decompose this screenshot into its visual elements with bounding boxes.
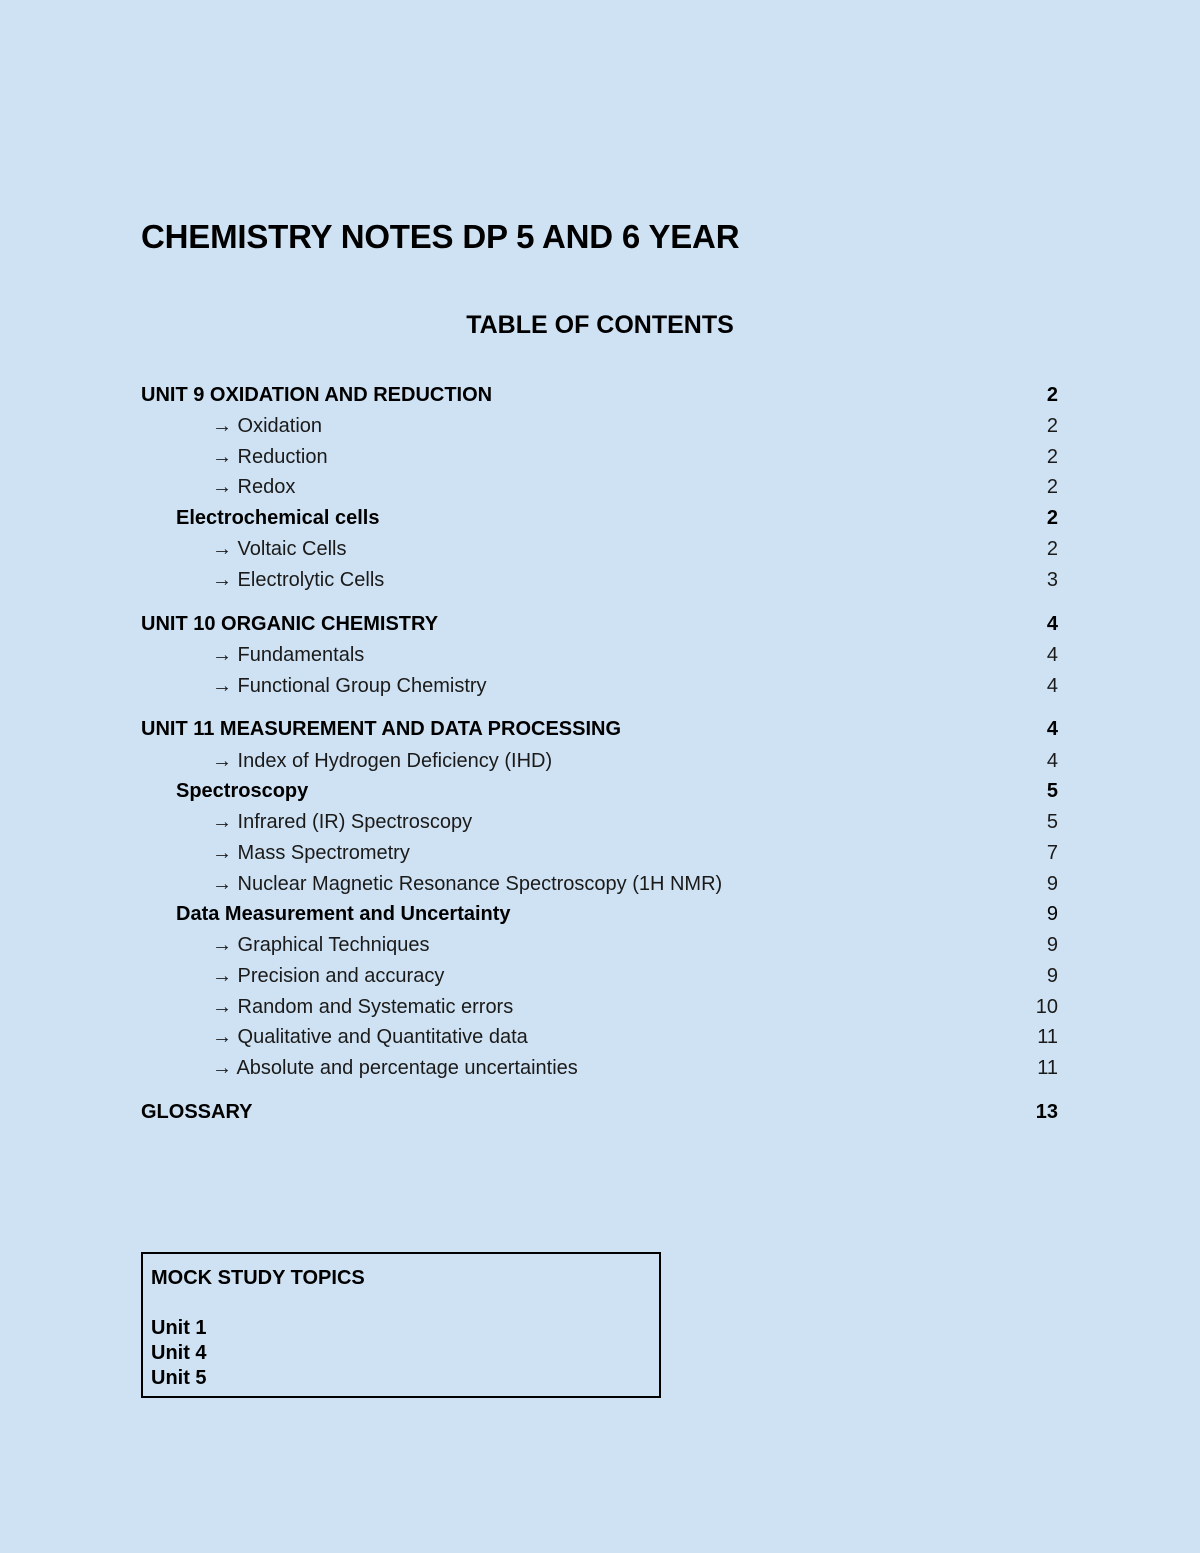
toc-entry-label: → Mass Spectrometry <box>212 842 410 864</box>
toc-entry-page: 9 <box>1046 903 1058 925</box>
toc-entry-page: 9 <box>1046 873 1058 895</box>
toc-entry-mass-spectrometry[interactable] <box>141 840 1058 866</box>
toc-entry-oxidation[interactable] <box>141 413 1058 439</box>
toc-entry-redox[interactable] <box>141 474 1058 500</box>
toc-entry-label: → Absolute and percentage uncertainties <box>212 1057 578 1079</box>
toc-entry-page: 2 <box>1046 415 1058 437</box>
toc-entry-label: → Oxidation <box>212 415 323 437</box>
toc-entry-label: → Infrared (IR) Spectroscopy <box>212 811 473 833</box>
mock-study-topics-box <box>141 1252 661 1398</box>
toc-entry-page: 11 <box>1037 1057 1058 1079</box>
toc-entry-page: 4 <box>1046 718 1058 740</box>
toc-entry-page: 10 <box>1035 996 1058 1018</box>
toc-entry-page: 3 <box>1046 569 1058 591</box>
toc-entry-page: 2 <box>1046 507 1058 529</box>
toc-entry-label: → Random and Systematic errors <box>212 996 514 1018</box>
toc-entry-page: 5 <box>1046 780 1058 802</box>
document-title: CHEMISTRY NOTES DP 5 AND 6 YEAR <box>141 218 740 255</box>
toc-entry-page: 2 <box>1046 538 1058 560</box>
toc-entry-electrolytic-cells[interactable] <box>141 567 1058 593</box>
toc-entry-unit-10[interactable] <box>141 611 1058 637</box>
toc-entry-electrochemical-cells[interactable] <box>141 505 1058 531</box>
toc-entry-qualitative-quantitative[interactable] <box>141 1024 1058 1050</box>
toc-entry-page: 4 <box>1046 750 1058 772</box>
mock-topic-item: Unit 4 <box>151 1342 207 1364</box>
toc-entry-label: → Nuclear Magnetic Resonance Spectroscopy (1H NMR) <box>212 873 723 895</box>
toc-entry-page: 2 <box>1046 476 1058 498</box>
toc-entry-data-measurement[interactable] <box>141 901 1058 927</box>
toc-entry-page: 7 <box>1046 842 1058 864</box>
toc-entry-fundamentals[interactable] <box>141 642 1058 668</box>
toc-entry-label: → Functional Group Chemistry <box>212 675 487 697</box>
mock-study-topics-title: MOCK STUDY TOPICS <box>151 1267 365 1289</box>
toc-entry-spectroscopy[interactable] <box>141 778 1058 804</box>
mock-topic-item: Unit 5 <box>151 1367 207 1389</box>
toc-entry-infrared-spectroscopy[interactable] <box>141 809 1058 835</box>
toc-entry-glossary[interactable] <box>141 1099 1058 1125</box>
toc-entry-absolute-percentage[interactable] <box>141 1055 1058 1081</box>
toc-entry-label: → Voltaic Cells <box>212 538 347 560</box>
mock-topic-item: Unit 1 <box>151 1317 207 1339</box>
toc-entry-label: → Precision and accuracy <box>212 965 445 987</box>
toc-entry-unit-11[interactable] <box>141 716 1058 742</box>
toc-entry-label: → Fundamentals <box>212 644 365 666</box>
toc-entry-random-systematic-errors[interactable] <box>141 994 1058 1020</box>
toc-entry-label: → Electrolytic Cells <box>212 569 385 591</box>
toc-entry-page: 9 <box>1046 934 1058 956</box>
toc-entry-label: UNIT 9 OXIDATION AND REDUCTION <box>141 384 493 406</box>
toc-entry-page: 5 <box>1046 811 1058 833</box>
toc-entry-page: 9 <box>1046 965 1058 987</box>
toc-entry-label: GLOSSARY <box>141 1101 253 1123</box>
toc-heading: TABLE OF CONTENTS <box>466 311 734 339</box>
toc-entry-label: → Redox <box>212 476 296 498</box>
toc-entry-page: 11 <box>1037 1026 1058 1048</box>
toc-entry-label: UNIT 11 MEASUREMENT AND DATA PROCESSING <box>141 718 622 740</box>
toc-entry-page: 2 <box>1046 384 1058 406</box>
toc-entry-reduction[interactable] <box>141 444 1058 470</box>
toc-entry-page: 2 <box>1046 446 1058 468</box>
toc-entry-page: 4 <box>1046 613 1058 635</box>
toc-entry-unit-9[interactable] <box>141 382 1058 408</box>
toc-entry-label: Spectroscopy <box>176 780 309 802</box>
toc-entry-page: 13 <box>1035 1101 1058 1123</box>
toc-entry-label: Electrochemical cells <box>176 507 380 529</box>
toc-entry-label: → Index of Hydrogen Deficiency (IHD) <box>212 750 553 772</box>
toc-entry-label: UNIT 10 ORGANIC CHEMISTRY <box>141 613 439 635</box>
toc-entry-functional-group-chemistry[interactable] <box>141 673 1058 699</box>
toc-entry-voltaic-cells[interactable] <box>141 536 1058 562</box>
toc-entry-label: Data Measurement and Uncertainty <box>176 903 511 925</box>
toc-entry-graphical-techniques[interactable] <box>141 932 1058 958</box>
toc-entry-page: 4 <box>1046 644 1058 666</box>
toc-entry-label: → Reduction <box>212 446 328 468</box>
toc-entry-ihd[interactable] <box>141 748 1058 774</box>
toc-entry-page: 4 <box>1046 675 1058 697</box>
toc-entry-nmr-spectroscopy[interactable] <box>141 871 1058 897</box>
toc-entry-label: → Graphical Techniques <box>212 934 430 956</box>
toc-entry-precision-accuracy[interactable] <box>141 963 1058 989</box>
toc-entry-label: → Qualitative and Quantitative data <box>212 1026 528 1048</box>
